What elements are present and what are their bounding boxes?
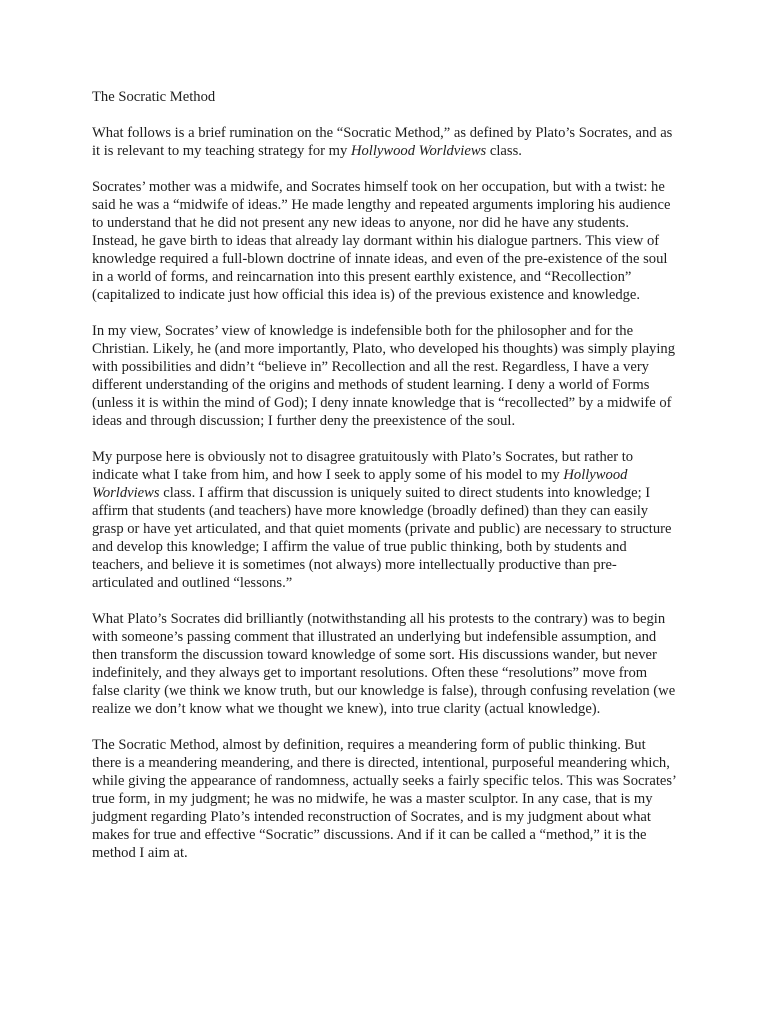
- course-title-italic: Hollywood Worldviews: [92, 467, 628, 501]
- paragraph-method: The Socratic Method, almost by definition, requires a meandering form of public thinking. But there is a meandering meandering, and there is directed, intentional, purposeful meandering which, while giving the appearance of randomness, actually seeks a fairly specific telos. This was Socrates’ true form, in my judgment; he was no midwife, he was a master sculptor. In any case, that is my judgment regarding Plato’s intended reconstruction of Socrates, and is my judgment about what makes for true and effective “Socratic” discussions. And if it can be called a “method,” it is the method I aim at.: [92, 737, 676, 861]
- intro-text-start: What follows is a brief rumination on the “Socratic Method,” as defined by Plato’s Socrates, and as it is relevant to my teaching strategy for my: [92, 125, 673, 159]
- document-title: The Socratic Method: [92, 89, 216, 105]
- paragraph-purpose: [92, 448, 676, 592]
- paragraph-brilliance: What Plato’s Socrates did brilliantly (notwithstanding all his protests to the contrary) was to begin with someone’s passing comment that illustrated an underlying but indefensible assumption, and then transform the discussion toward knowledge of some sort. His discussions wander, but never indefinitely, and they always get to important resolutions. Often these “resolutions” move from false clarity (we think we know truth, but our knowledge is false), through confusing revelation (we realize we don’t know what we thought we knew), into true clarity (actual knowledge).: [92, 611, 676, 717]
- course-title-italic: Hollywood Worldviews: [350, 143, 487, 159]
- paragraph-midwife: Socrates’ mother was a midwife, and Socrates himself took on her occupation, but with a twist: he said he was a “midwife of ideas.” He made lengthy and repeated arguments imploring his audience to understand that he did not present any new ideas to anyone, nor did he have any students. Instead, he gave birth to ideas that already lay dormant within his dialogue partners. This view of knowledge required a full-blown doctrine of innate ideas, and even of the pre-existence of the soul in a world of forms, and reincarnation into this present earthly existence, and “Recollection” (capitalized to indicate just how official this idea is) of the previous existence and knowledge.: [92, 179, 671, 303]
- intro-text-end: class.: [486, 143, 522, 159]
- purpose-text-end: class. I affirm that discussion is uniquely suited to direct students into knowledge; I affirm that students (and teachers) have more knowledge (broadly defined) than they can easily grasp or have yet articulated, and that quiet moments (private and public) are necessary to structure and develop this knowledge; I affirm the value of true public thinking, both by students and teachers, and believe it is sometimes (not always) more intellectually productive than pre-articulated and outlined “lessons.”: [92, 485, 672, 591]
- document-body: [92, 88, 676, 862]
- purpose-text-start: My purpose here is obviously not to disagree gratuitously with Plato’s Socrates, but rather to indicate what I take from him, and how I seek to apply some of his model to my: [92, 449, 634, 483]
- paragraph-intro: [92, 124, 676, 160]
- paragraph-my-view: In my view, Socrates’ view of knowledge is indefensible both for the philosopher and for the Christian. Likely, he (and more importantly, Plato, who developed his thoughts) was simply playing with possibilities and didn’t “believe in” Recollection and all the rest. Regardless, I have a very different understanding of the origins and methods of student learning. I deny a world of Forms (unless it is within the mind of God); I deny innate knowledge that is “recollected” by a midwife of ideas and through discussion; I further deny the preexistence of the soul.: [92, 323, 675, 429]
